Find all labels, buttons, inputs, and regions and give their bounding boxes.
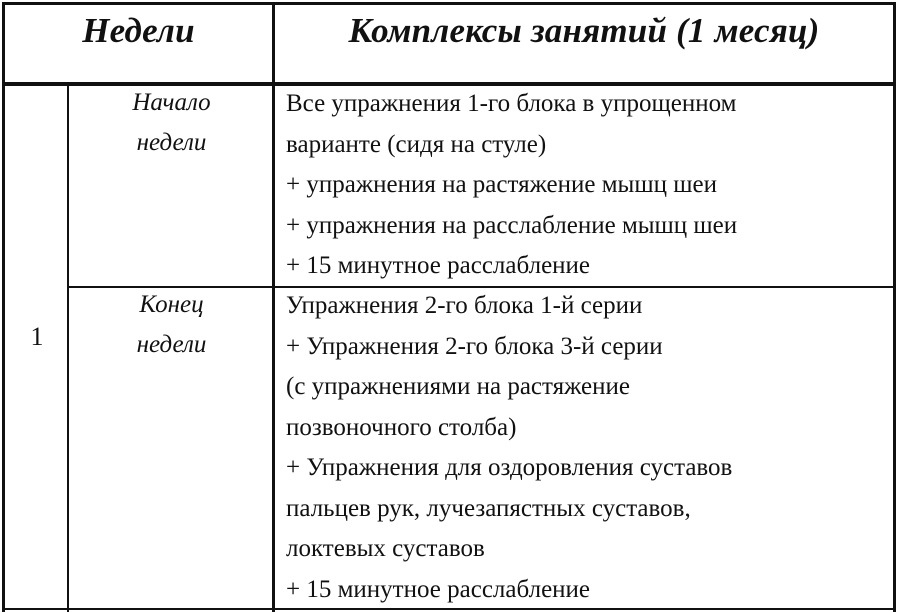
exercises-week-end <box>286 286 886 610</box>
phase-word: Конец <box>139 291 204 318</box>
exercises-week-start <box>286 84 886 287</box>
exercise-line: + упражнения на растяжение мышц шеи <box>286 171 717 198</box>
table-border-right <box>893 2 896 612</box>
exercise-line: + 15 минутное расслабление <box>286 252 591 279</box>
phase-week-end <box>70 285 273 365</box>
exercise-line: пальцев рук, лучезапястных суставов, <box>286 494 691 522</box>
exercise-line: локтевых суставов <box>286 535 485 562</box>
week-number: 1 <box>30 322 44 351</box>
exercise-line: + Упражнения 2-го блока 3-й серии <box>286 332 663 360</box>
exercise-line: + Упражнения для оздоровления суставов <box>286 454 733 481</box>
phase-week-start <box>70 83 273 163</box>
header-weeks: Недели <box>82 11 195 50</box>
exercise-line: + упражнения на расслабление мышц шеи <box>286 211 738 239</box>
phase-word: недели <box>136 331 207 358</box>
exercise-line: варианте (сидя на стуле) <box>286 130 547 158</box>
exercise-line: + 15 минутное расслабление <box>286 575 591 603</box>
exercise-line: (с упражнениями на растяжение <box>286 373 631 400</box>
phase-word: недели <box>136 129 207 156</box>
exercise-line: позвоночного столба) <box>286 413 517 441</box>
table-border-left <box>2 2 5 612</box>
exercise-line: Упражнения 2-го блока 1-й серии <box>286 292 643 319</box>
phase-word: Начало <box>132 89 211 116</box>
exercise-line: Все упражнения 1-го блока в упрощенном <box>286 90 737 117</box>
header-complexes: Комплексы занятий (1 месяц) <box>348 11 820 50</box>
column-divider-week <box>67 84 69 612</box>
